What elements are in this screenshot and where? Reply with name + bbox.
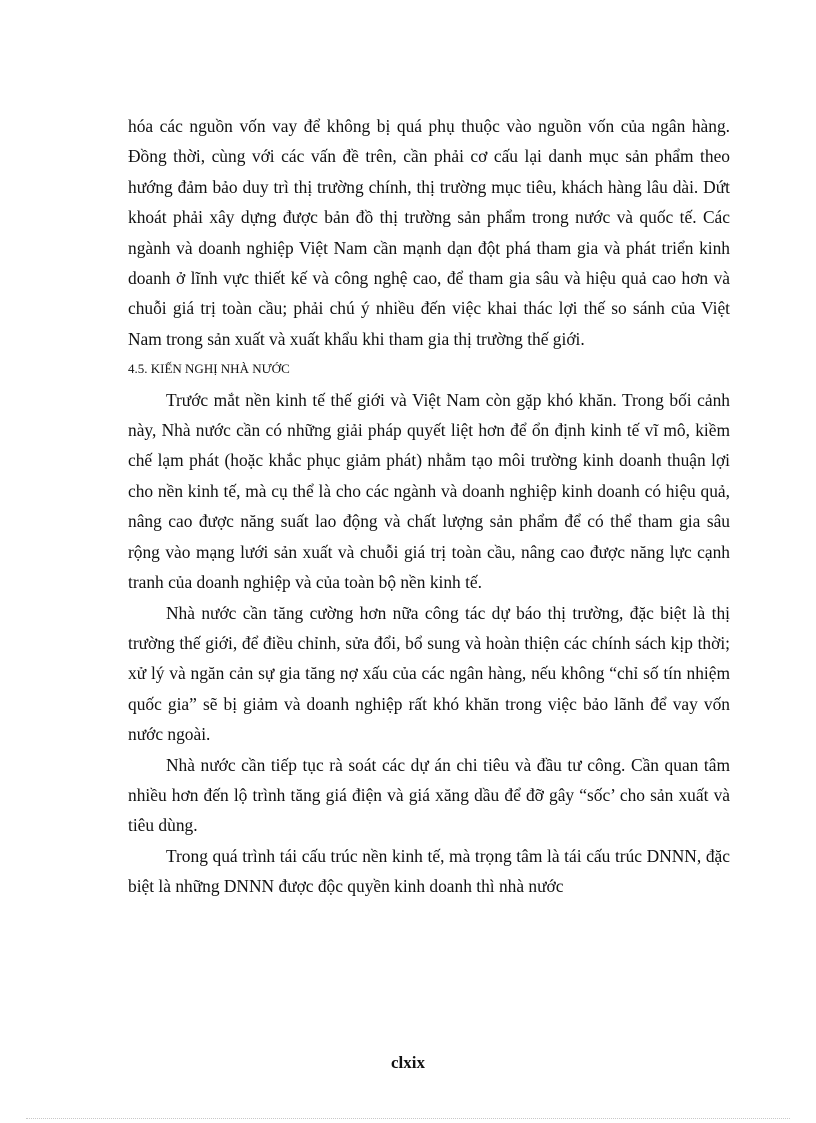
page-bottom-divider [26,1118,790,1119]
page-number: clxix [391,1053,425,1072]
paragraph-recommendation-1: Trước mắt nền kinh tế thế giới và Việt Nam còn gặp khó khăn. Trong bối cảnh này, Nhà nước cần có những giải pháp quyết liệt hơn để ổn định kinh tế vĩ mô, kiềm chế lạm phát (hoặc khắc phục giảm phát) nhằm tạo môi trường kinh doanh thuận lợi cho nền kinh tế, mà cụ thể là cho các ngành và doanh nghiệp kinh doanh có hiệu quả, nâng cao được năng suất lao động và chất lượng sản phẩm để có thể tham gia sâu rộng vào mạng lưới sản xuất và chuỗi giá trị toàn cầu, nâng cao được năng lực cạnh tranh của doanh nghiệp và của toàn bộ nền kinh tế. [128,389,730,593]
paragraph-recommendation-3: Nhà nước cần tiếp tục rà soát các dự án chi tiêu và đầu tư công. Cần quan tâm nhiều hơn đến lộ trình tăng giá điện và giá xăng dầu để đỡ gây “sốc’ cho sản xuất và tiêu dùng. [128,754,730,836]
paragraph-continuation: hóa các nguồn vốn vay để không bị quá phụ thuộc vào nguồn vốn của ngân hàng. Đồng thời, cùng với các vấn đề trên, cần phải cơ cấu lại danh mục sản phẩm theo hướng đảm bảo duy trì thị trường chính, thị trường mục tiêu, khách hàng lâu dài. Dứt khoát phải xây dựng được bản đồ thị trường sản phẩm trong nước và quốc tế. Các ngành và doanh nghiệp Việt Nam cần mạnh dạn đột phá tham gia và phát triển kinh doanh ở lĩnh vực thiết kế và công nghệ cao, để tham gia sâu và hiệu quả cao hơn và chuỗi giá trị toàn cầu; phải chú ý nhiều đến việc khai thác lợi thế so sánh của Việt Nam trong sản xuất và xuất khẩu khi tham gia thị trường thế giới. [128,116,730,349]
section-heading: 4.5. KIẾN NGHỊ NHÀ NƯỚC [128,361,290,377]
paragraph-recommendation-2: Nhà nước cần tăng cường hơn nữa công tác dự báo thị trường, đặc biệt là thị trường thế giới, để điều chỉnh, sửa đổi, bổ sung và hoàn thiện các chính sách kịp thời; xử lý và ngăn cản sự gia tăng nợ xấu của các ngân hàng, nếu không “chỉ số tín nhiệm quốc gia” sẽ bị giảm và doanh nghiệp rất khó khăn trong việc bảo lãnh để vay vốn nước ngoài. [128,602,730,745]
paragraph-recommendation-4: Trong quá trình tái cấu trúc nền kinh tế, mà trọng tâm là tái cấu trúc DNNN, đặc biệt là những DNNN được độc quyền kinh doanh thì nhà nước [128,845,730,897]
document-body [128,111,730,902]
